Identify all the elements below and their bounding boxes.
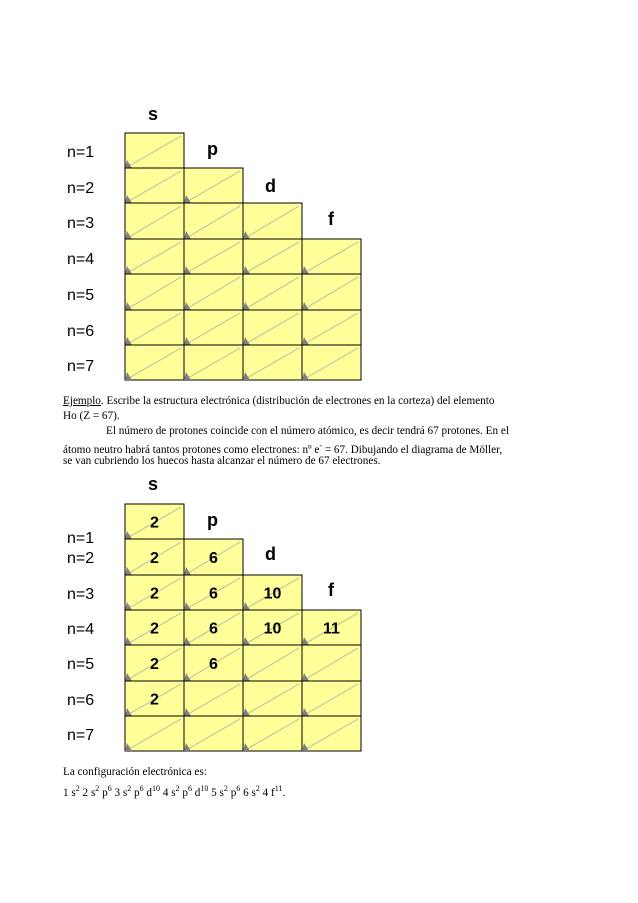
electron-count: 2 [150, 656, 159, 673]
column-header-s: s [148, 474, 159, 494]
example-line-3: El número de protones coincide con el número atómico, es decir tendrá 67 protones. En el [106, 425, 509, 437]
config-term: 5 s [208, 787, 224, 799]
config-term: p [99, 787, 108, 799]
row-label-n2: n=2 [67, 180, 95, 197]
row-label-n5: n=5 [67, 656, 95, 673]
config-exponent: 6 [187, 784, 192, 793]
configuration-intro: La configuración electrónica es: [63, 766, 207, 778]
config-exponent: 2 [223, 784, 228, 793]
row-label-n6: n=6 [67, 692, 95, 709]
column-header-s: s [148, 104, 159, 124]
config-term: p [179, 787, 188, 799]
configuration-formula [63, 782, 285, 800]
example-line-5: se van cubriendo los huecos hasta alcanzar el número de 67 electrones. [63, 455, 381, 467]
electron-count: 2 [150, 514, 159, 532]
orbital-cell [302, 681, 361, 716]
row-label-n5: n=5 [67, 287, 95, 304]
config-term: 6 s [240, 787, 256, 799]
config-exponent: 2 [75, 784, 80, 793]
config-exponent: 6 [236, 784, 241, 793]
electron-count: 6 [209, 550, 218, 567]
electron-count: 10 [263, 620, 282, 638]
row-label-n1: n=1 [67, 530, 95, 547]
orbital-cell [184, 681, 243, 716]
example-line-1: Ejemplo. Escribe la estructura electrónica (distribución de electrones en la corteza) del elemento [63, 395, 495, 407]
electron-count: 2 [150, 691, 159, 709]
example-label: Ejemplo [63, 395, 101, 407]
orbital-cell [243, 681, 302, 716]
orbital-cell [184, 716, 243, 751]
orbital-cell [243, 645, 302, 681]
electron-count: 2 [150, 620, 159, 638]
electron-count: 2 [150, 550, 159, 567]
electron-count: 6 [209, 620, 218, 638]
orbital-cell [125, 716, 184, 751]
config-term: 4 f [259, 787, 275, 799]
orbital-cell [243, 716, 302, 751]
config-exponent: 11 [274, 784, 283, 793]
electron-count: 2 [150, 585, 159, 603]
config-exponent: 2 [127, 784, 132, 793]
row-label-n3: n=3 [67, 215, 95, 232]
config-exponent: 2 [175, 784, 180, 793]
config-exponent: 2 [95, 784, 100, 793]
config-term: 2 s [79, 787, 96, 799]
row-label-n3: n=3 [67, 586, 95, 603]
config-term: d [143, 787, 153, 799]
example-line-4: átomo neutro habrá tantos protones como electrones: nº e- = 67. Dibujando el diagrama de Möller, [63, 441, 503, 456]
electron-count: 6 [209, 585, 218, 603]
column-header-f: f [328, 580, 334, 600]
row-label-n4: n=4 [67, 621, 95, 638]
config-term: d [191, 787, 201, 799]
config-exponent: 6 [139, 784, 144, 793]
config-term: 1 s [63, 787, 76, 799]
orbital-cell [302, 645, 361, 681]
row-label-n1: n=1 [67, 144, 95, 161]
row-label-n7: n=7 [67, 727, 95, 744]
column-header-d: d [265, 176, 276, 196]
row-label-n7: n=7 [67, 358, 95, 375]
config-term: 4 s [160, 787, 176, 799]
config-exponent: 10 [152, 784, 161, 793]
config-exponent: 10 [200, 784, 209, 793]
example-line-2: Ho (Z = 67). [63, 410, 120, 422]
electron-count: 11 [323, 620, 340, 638]
row-label-n2: n=2 [67, 550, 95, 567]
row-label-n6: n=6 [67, 323, 95, 340]
column-header-p: p [207, 139, 218, 159]
row-label-n4: n=4 [67, 251, 95, 268]
column-header-d: d [265, 544, 276, 564]
column-header-p: p [207, 510, 218, 530]
config-period: . [282, 787, 286, 799]
config-exponent: 6 [107, 784, 112, 793]
orbital-cell [302, 716, 361, 751]
config-term: 3 s [111, 787, 128, 799]
config-term: p [131, 787, 140, 799]
config-exponent: 2 [255, 784, 260, 793]
config-term: p [227, 787, 237, 799]
electron-count: 6 [209, 656, 218, 673]
electron-count: 10 [263, 585, 282, 603]
column-header-f: f [328, 209, 334, 229]
